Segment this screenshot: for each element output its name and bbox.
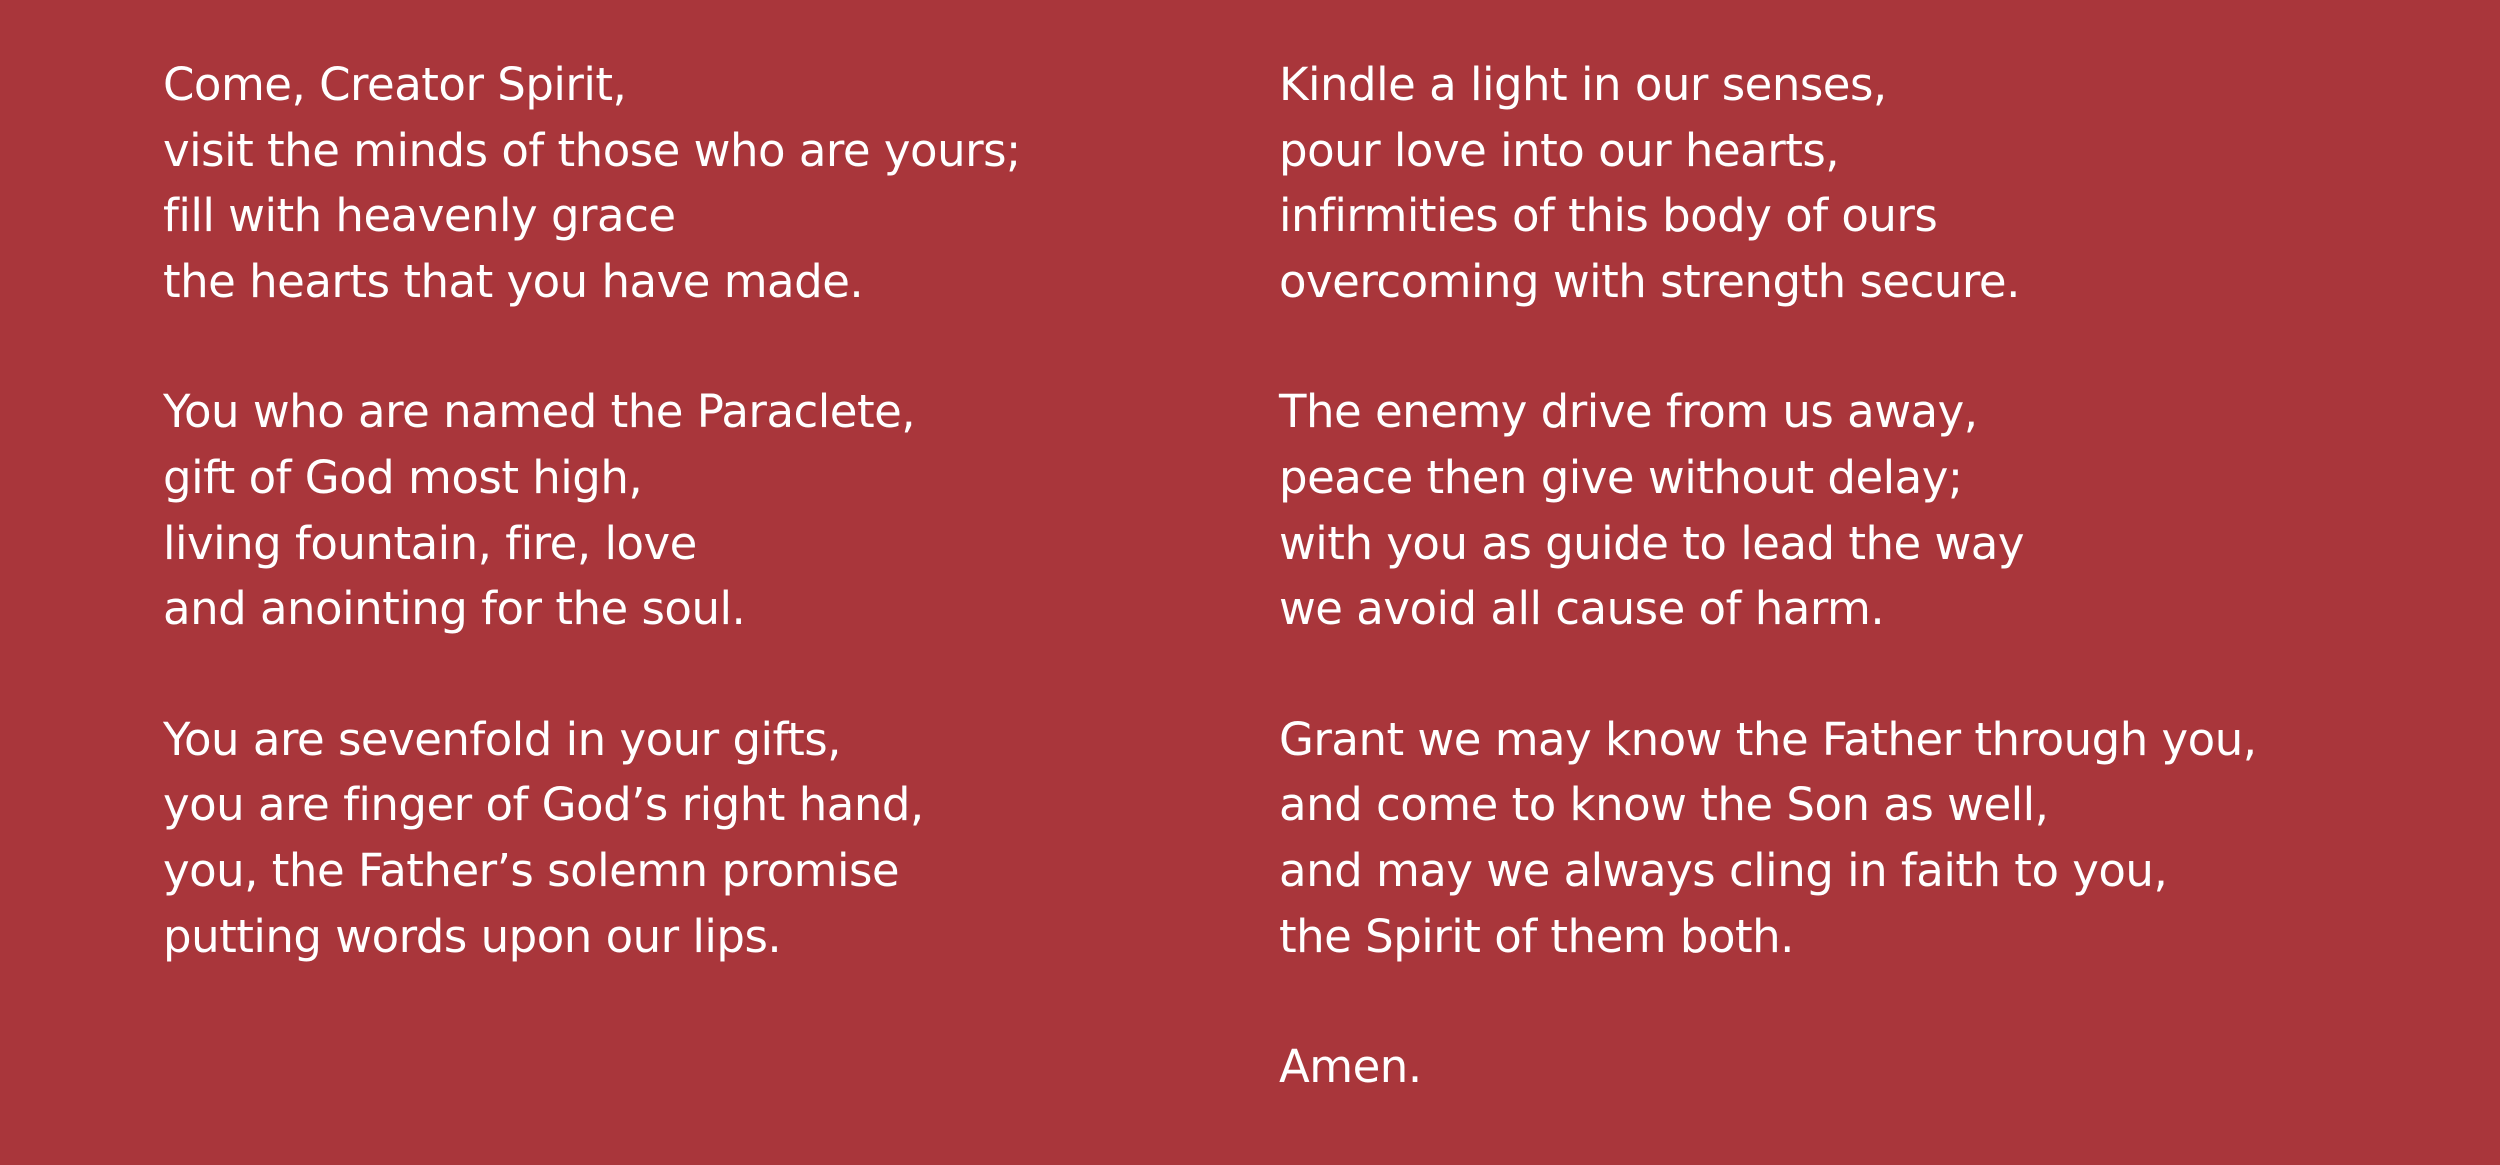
stanza-6 [1279, 707, 2257, 969]
stanza-line: fill with heavenly grace [163, 189, 676, 243]
stanza-line: putting words upon our lips. [163, 909, 782, 963]
stanza-line: peace then give without delay; [1279, 450, 1963, 504]
stanza-line: infirmities of this body of ours [1279, 189, 1938, 243]
stanza-line: You are sevenfold in your gifts, [163, 712, 841, 766]
amen-line: Amen. [1279, 1040, 1422, 1094]
stanza-line: Come, Creator Spirit, [163, 58, 627, 111]
amen-stanza [1279, 1034, 2257, 1100]
stanza-line: and anointing for the soul. [163, 582, 746, 636]
stanza-line: the hearts that you have made. [163, 254, 864, 308]
stanza-line: pour love into our hearts, [1279, 123, 1840, 177]
stanza-line: you are finger of God’s right hand, [163, 778, 924, 832]
stanza-line: and come to know the Son as well, [1279, 778, 2049, 832]
stanza-line: gift of God most high, [163, 450, 643, 504]
stanza-2 [163, 379, 1021, 641]
stanza-line: the Spirit of them both. [1279, 909, 1794, 963]
stanza-line: You who are named the Paraclete, [163, 385, 916, 439]
stanza-1 [163, 52, 1021, 314]
left-column [163, 52, 1021, 1034]
stanza-line: and may we always cling in faith to you, [1279, 843, 2168, 897]
stanza-line: Kindle a light in our senses, [1279, 58, 1887, 111]
stanza-line: Grant we may know the Father through you, [1279, 712, 2257, 766]
stanza-line: visit the minds of those who are yours; [163, 123, 1021, 177]
stanza-4 [1279, 52, 2257, 314]
stanza-5 [1279, 379, 2257, 641]
right-column [1279, 52, 2257, 1165]
stanza-line: overcoming with strength secure. [1279, 254, 2020, 308]
stanza-line: we avoid all cause of harm. [1279, 582, 1885, 636]
stanza-line: you, the Father’s solemn promise [163, 843, 900, 897]
stanza-3 [163, 707, 1021, 969]
stanza-line: living fountain, fire, love [163, 516, 697, 570]
stanza-line: with you as guide to lead the way [1279, 516, 2025, 570]
stanza-line: The enemy drive from us away, [1279, 385, 1978, 439]
